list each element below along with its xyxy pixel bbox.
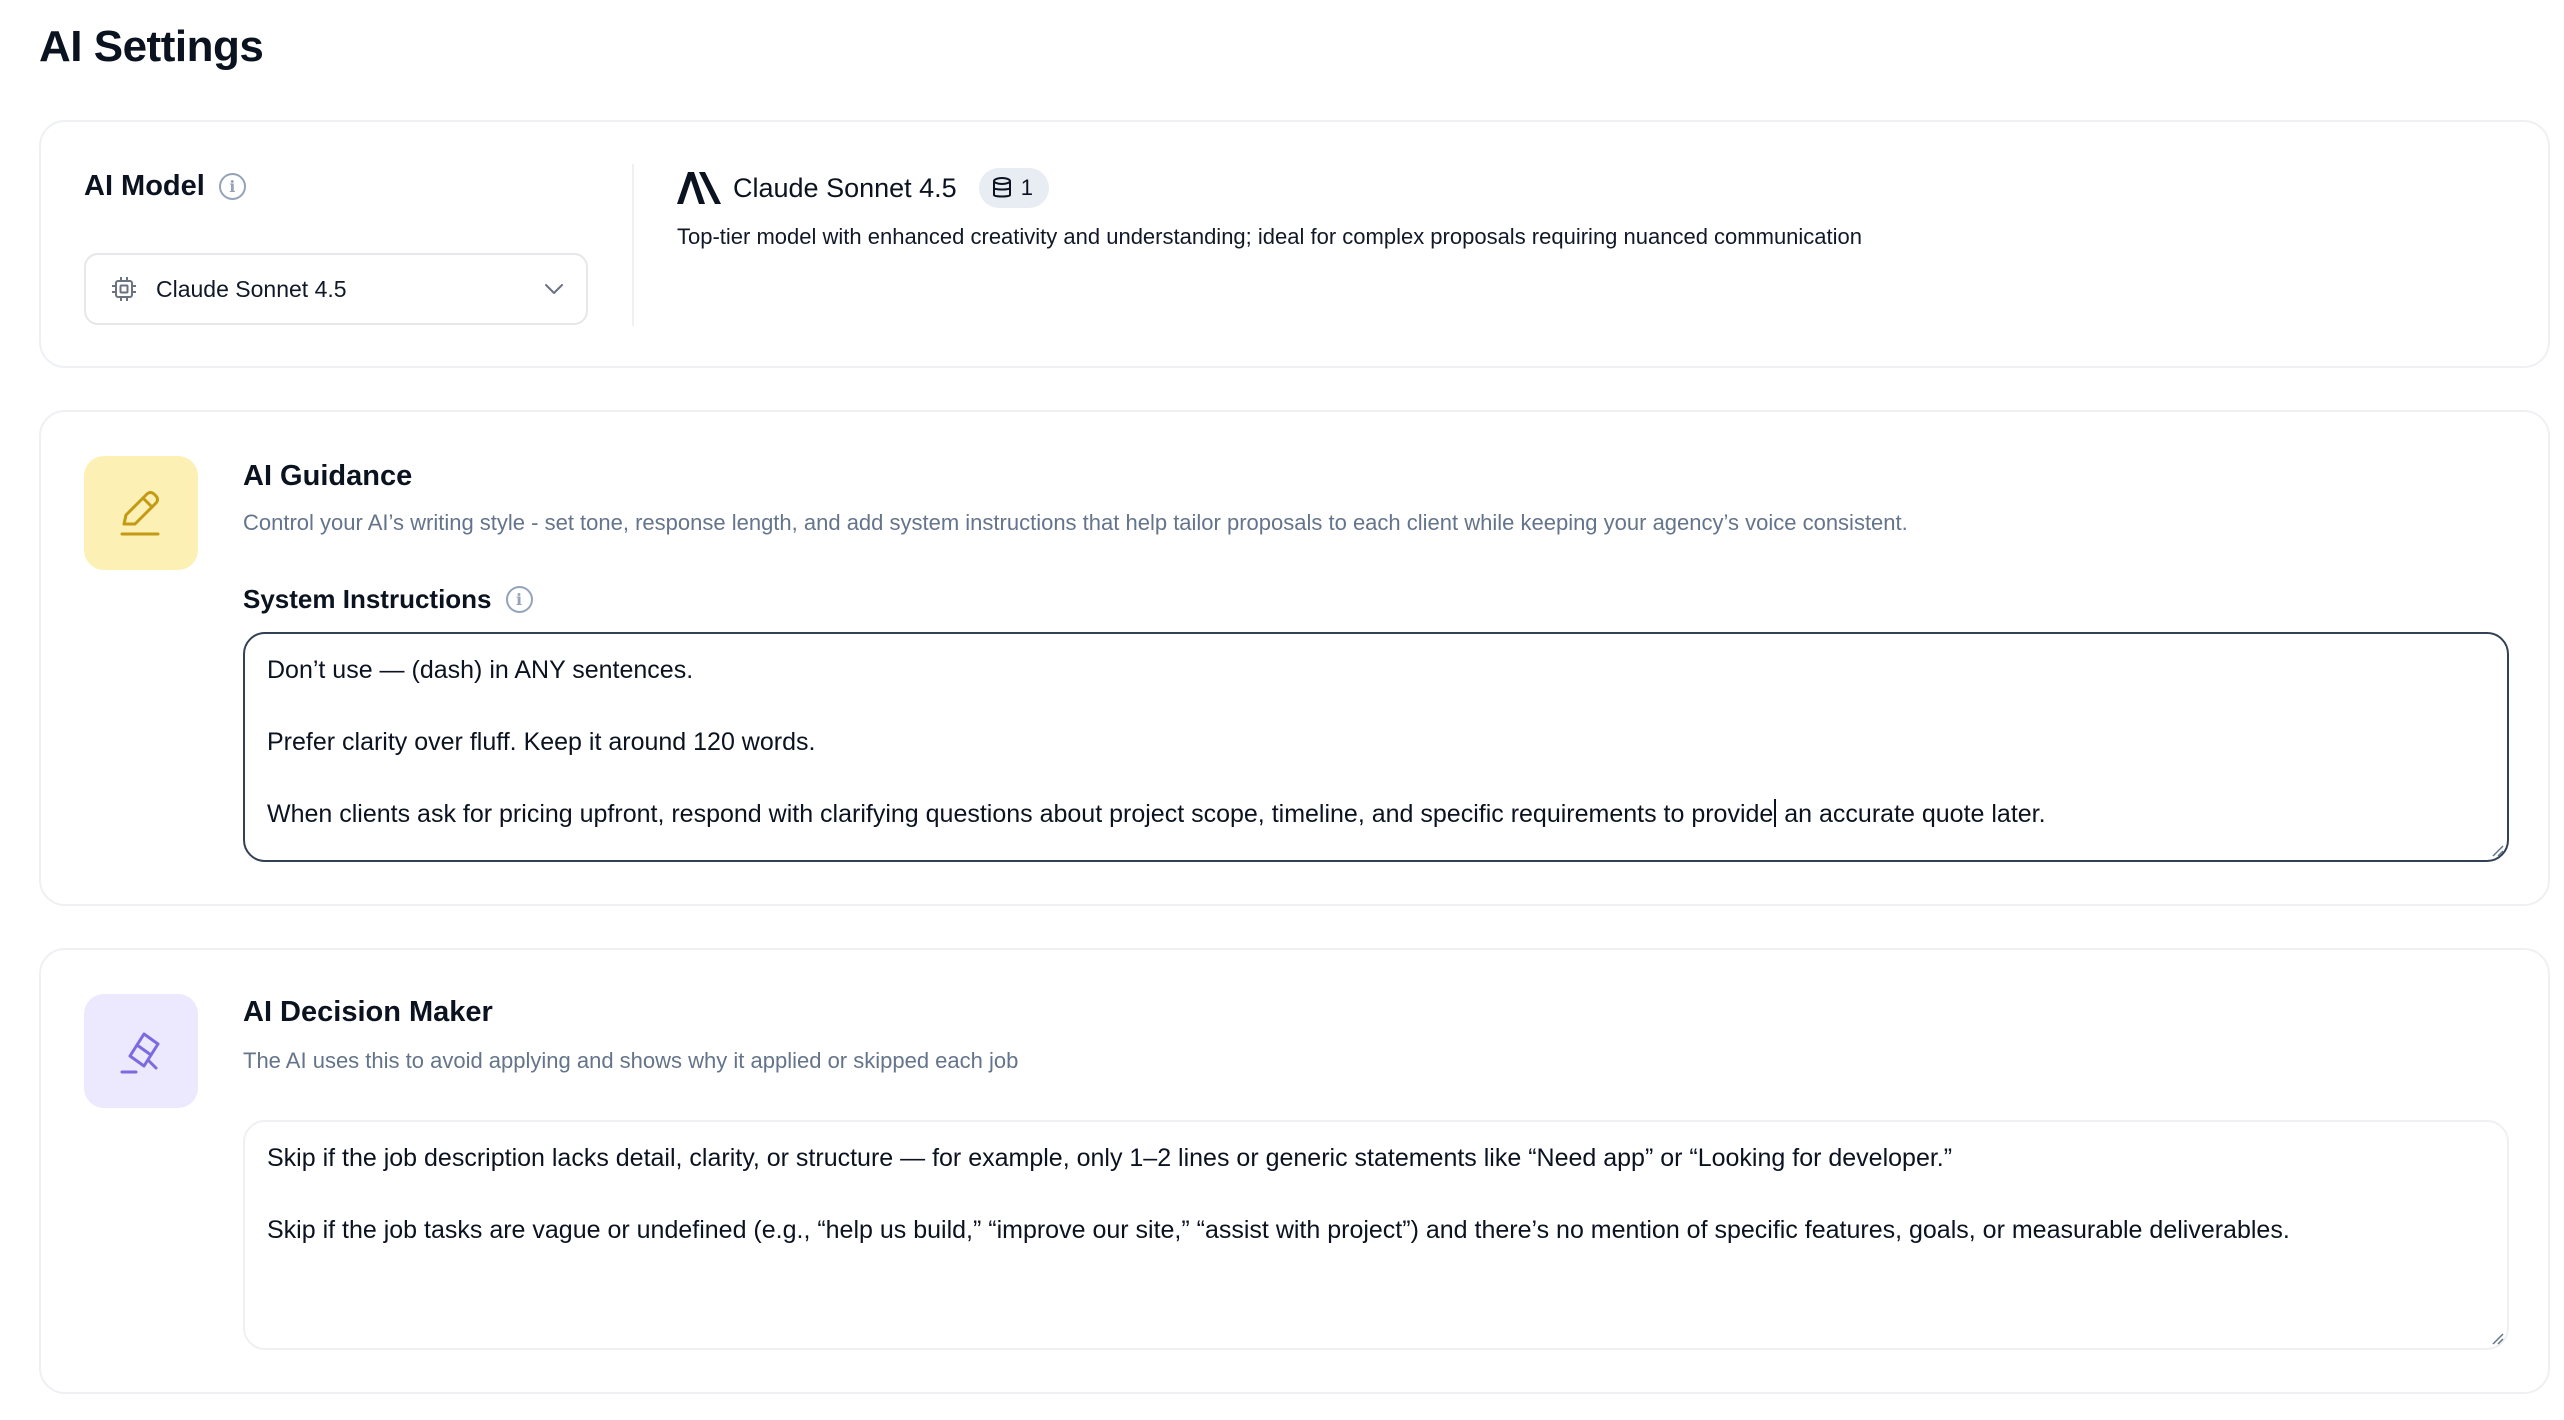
pencil-icon [112,484,170,542]
ai-model-label-text: AI Model [84,170,205,202]
system-instructions-label-text: System Instructions [243,584,492,614]
instruction-line [267,796,2485,832]
info-icon[interactable]: i [219,173,246,200]
model-description: Top-tier model with enhanced creativity and understanding; ideal for complex proposals requiring nuanced communication [677,224,1863,249]
decision-rule-line: Skip if the job tasks are vague or undefined (e.g., “help us build,” “improve our site,” “assist with project”) and there’s no mention of specific features, goals, or measurable deliverables. [267,1216,2290,1244]
chevron-down-icon [542,277,566,301]
ai-decision-maker-card [39,948,2550,1394]
guidance-icon-tile [84,456,198,570]
instruction-line: Don’t use — (dash) in ANY sentences. [267,656,694,684]
instruction-line: Prefer clarity over fluff. Keep it around 120 words. [267,728,816,756]
model-select-dropdown[interactable] [84,253,588,325]
guidance-description: Control your AI’s writing style - set tone, response length, and add system instructions that help tailor proposals to each client while keeping your agency’s voice consistent. [243,510,1908,535]
guidance-title: AI Guidance [243,460,413,492]
model-divider [632,164,634,326]
model-detail-name: Claude Sonnet 4.5 [733,172,957,203]
resize-handle-icon[interactable] [2488,1329,2504,1345]
credit-cost-value: 1 [1020,175,1033,200]
eraser-icon [112,1022,170,1080]
credit-cost-badge [979,168,1049,208]
decision-rule-line: Skip if the job description lacks detail, clarity, or structure — for example, only 1–2 lines or generic statements like “Need app” or “Looking for developer.” [267,1144,1953,1172]
system-instructions-textarea[interactable] [243,632,2509,862]
decision-icon-tile [84,994,198,1108]
info-icon[interactable]: i [506,586,533,613]
resize-handle-icon[interactable] [2488,841,2504,857]
model-select-value: Claude Sonnet 4.5 [156,275,347,302]
decision-title: AI Decision Maker [243,996,493,1028]
database-icon [991,176,1013,200]
anthropic-logo [677,172,721,204]
page-title: AI Settings [39,22,264,71]
system-instructions-label [243,584,533,615]
ai-model-selector-panel [41,122,633,366]
decision-description: The AI uses this to avoid applying and shows why it applied or skipped each job [243,1048,1019,1073]
model-detail-header [677,166,1862,210]
ai-guidance-card [39,410,2550,906]
chip-icon [110,275,138,303]
instruction-text-after-caret: an accurate quote later. [1777,800,2046,828]
ai-model-label [84,170,246,203]
instruction-text-before-caret: When clients ask for pricing upfront, respond with clarifying questions about project scope, timeline, and specific requirements to provide [267,800,1774,828]
model-detail [677,166,1862,250]
decision-rules-textarea[interactable] [243,1120,2509,1350]
ai-model-card [39,120,2550,368]
